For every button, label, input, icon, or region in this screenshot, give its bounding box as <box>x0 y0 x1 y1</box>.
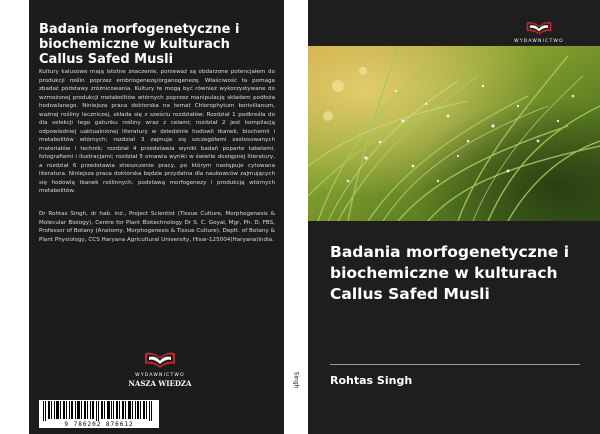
front-cover-title: Badania morfogenetyczne i biochemiczne w kulturach Callus Safed Musli <box>330 243 570 303</box>
publisher-name: NASZA WIEDZA <box>128 379 192 388</box>
barcode-number: 9 786202 876612 <box>39 421 159 428</box>
back-cover-title: Badania morfogenetyczne i biochemiczne w kulturach Callus Safed Musli <box>39 22 240 67</box>
publisher-logo-back <box>125 348 195 394</box>
front-cover-author: Rohtas Singh <box>330 374 413 387</box>
spine <box>284 0 308 434</box>
back-cover <box>29 0 284 434</box>
grass-dew-photo <box>308 46 600 221</box>
cover-photo <box>308 46 600 221</box>
publisher-name-small: WYDAWNICTWO <box>135 373 185 378</box>
barcode <box>39 400 159 428</box>
barcode-icon <box>39 400 159 421</box>
title-divider <box>330 364 580 365</box>
author-bio: Dr Rohtas Singh, dr hab. inż., Project Scientist (Tissue Culture, Morphogenesis & Molecular Biology), Centre for Plant Biotechnology Dr S. C. Goyal, Mgr, Ph. D, FBS, Professor of Botany (Anatomy, Morphogenesis & Tissue Culture), Deptt. of Botany & Plant Physiology, CCS Haryana Agricultural University, Hisar-125004(Haryana)India. <box>39 211 275 243</box>
open-book-logo-icon <box>143 348 177 372</box>
front-cover <box>308 0 600 434</box>
spine-author: Singh <box>292 371 300 389</box>
back-cover-blurb: Kultury kalusowe mają istotne znaczenie, ponieważ są obdarzone potencjałem do produkcji roślin poprzez embriogenezę/organogenezę. Właściwość ta pomaga zbadać podstawy zróżnicowania. Kultury te mogą być również wykorzystywane do wzmożonej produkcji metabolitów wtórnych poprzez manipulację składem podłoża hodowlanego. Niniejsza praca doktorska na temat Chlorophytum borivilianum, ważnej rośliny leczniczej, składa się z sześciu rozdziałów: Rozdział 1 podkreśla do dla selekcji tego gatunku rośliny wraz z celami; rozdział 2 jest kompilacją odpowiedniej uaktualnionej literatury w dziedzinie hodowli tkanek, biochemii i metabolitów wtórnych; rozdział 3 zajmuje się szczegółami zastosowanych materiałów i technik; rozdział 4 przedstawia wyniki badań poparte tabelami, fotografiami i ilustracjami; rozdział 5 omawia wyniki w świetle dostępnej literatury, a rozdział 6 przedstawia streszczenie pracy, po którym następuje cytowana literatura. Niniejsza praca doktorska będzie przydatna dla naukowców zajmujących się hodowlą tkanek roślinnych, podstawą morfogenezy i produkcją wtórnych metabolitów. <box>39 69 275 194</box>
publisher-name-small: WYDAWNICTWO <box>514 39 564 44</box>
open-book-logo-icon <box>525 18 553 38</box>
